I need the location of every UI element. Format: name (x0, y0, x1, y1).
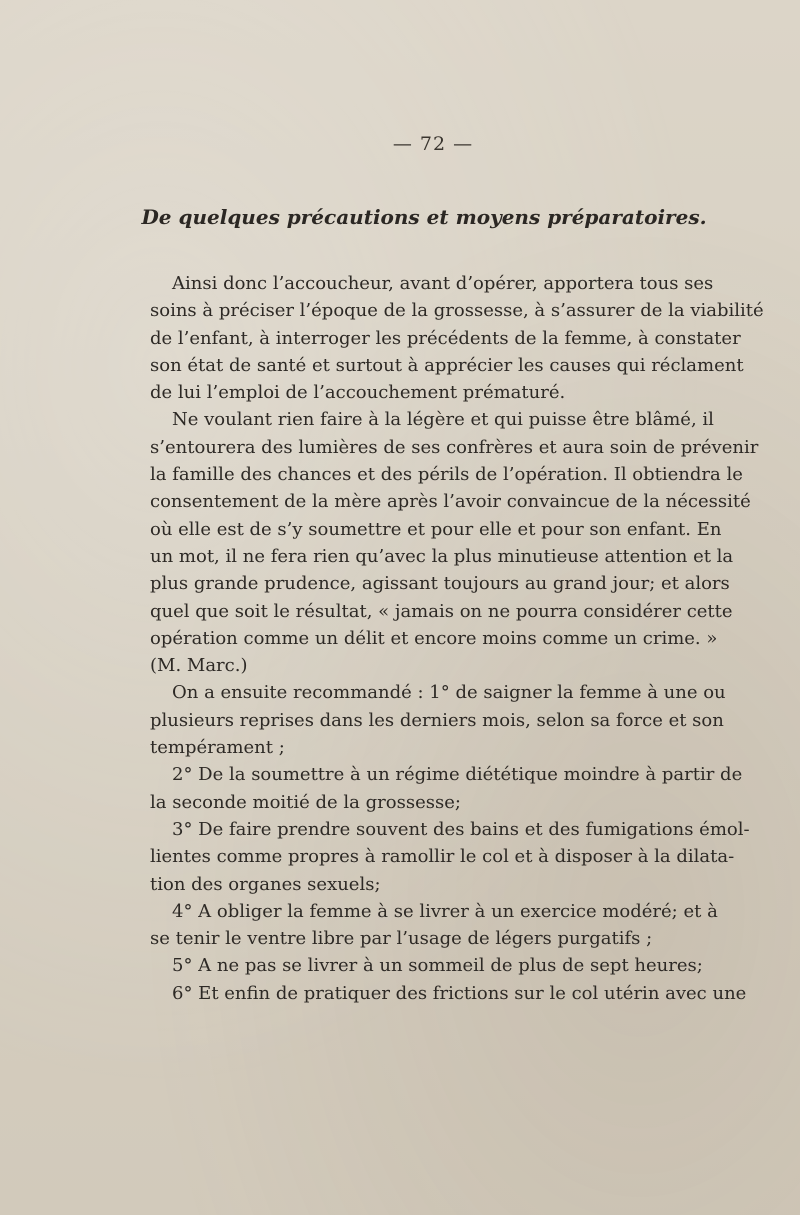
text-line: où elle est de s’y soumettre et pour elle et pour son enfant. En (150, 518, 722, 540)
paragraph (150, 898, 718, 953)
page-number: — 72 — (392, 133, 474, 155)
text-line: tempérament ; (150, 737, 285, 759)
text-line: 4° A obliger la femme à se livrer à un exercice modéré; et à (172, 900, 718, 922)
text-line: 6° Et enfin de pratiquer des frictions sur le col utérin avec une (172, 982, 747, 1004)
paragraph (150, 952, 710, 979)
text-line: de l’enfant, à interroger les précédents de la femme, à constater (150, 327, 741, 349)
text-line: tion des organes sexuels; (150, 873, 381, 895)
text-line: lientes comme propres à ramollir le col et à disposer à la dilata- (150, 846, 735, 868)
body-text (150, 270, 764, 1007)
text-line: de lui l’emploi de l’accouchement prématuré. (150, 382, 566, 404)
paragraph (150, 270, 764, 406)
text-line: 5° A ne pas se livrer à un sommeil de plus de sept heures; (172, 955, 703, 977)
text-line: 3° De faire prendre souvent des bains et des fumigations émol- (172, 818, 750, 840)
paragraph (150, 406, 759, 679)
text-line: la famille des chances et des périls de l’opération. Il obtiendra le (150, 464, 743, 486)
text-line: plusieurs reprises dans les derniers mois, selon sa force et son (150, 709, 724, 731)
text-line: se tenir le ventre libre par l’usage de légers purgatifs ; (150, 928, 653, 950)
text-line: Ainsi donc l’accoucheur, avant d’opérer, apportera tous ses (172, 273, 714, 294)
section-title: De quelques précautions et moyens préparatoires. (141, 205, 707, 229)
text-line: son état de santé et surtout à apprécier les causes qui réclament (150, 354, 744, 376)
paragraph (150, 761, 743, 816)
text-line: s’entourera des lumières de ses confrères et aura soin de prévenir (150, 436, 759, 458)
text-line: soins à préciser l’époque de la grossesse, à s’assurer de la viabilité (150, 300, 764, 322)
text-line: On a ensuite recommandé : 1° de saigner la femme à une ou (172, 682, 726, 704)
text-line: (M. Marc.) (150, 655, 248, 677)
text-line: un mot, il ne fera rien qu’avec la plus minutieuse attention et la (150, 545, 734, 567)
text-line: 2° De la soumettre à un régime diététique moindre à partir de (172, 764, 743, 786)
text-line: plus grande prudence, agissant toujours au grand jour; et alors (150, 573, 730, 595)
text-line: quel que soit le résultat, « jamais on ne pourra considérer cette (150, 600, 733, 622)
paragraph (150, 980, 747, 1007)
text-line: consentement de la mère après l’avoir convaincue de la nécessité (150, 491, 751, 513)
text-line: la seconde moitié de la grossesse; (150, 791, 461, 813)
paragraph (150, 679, 726, 761)
text-line: Ne voulant rien faire à la légère et qui puisse être blâmé, il (172, 409, 714, 431)
paragraph (150, 816, 750, 898)
text-line: opération comme un délit et encore moins comme un crime. » (150, 627, 718, 649)
